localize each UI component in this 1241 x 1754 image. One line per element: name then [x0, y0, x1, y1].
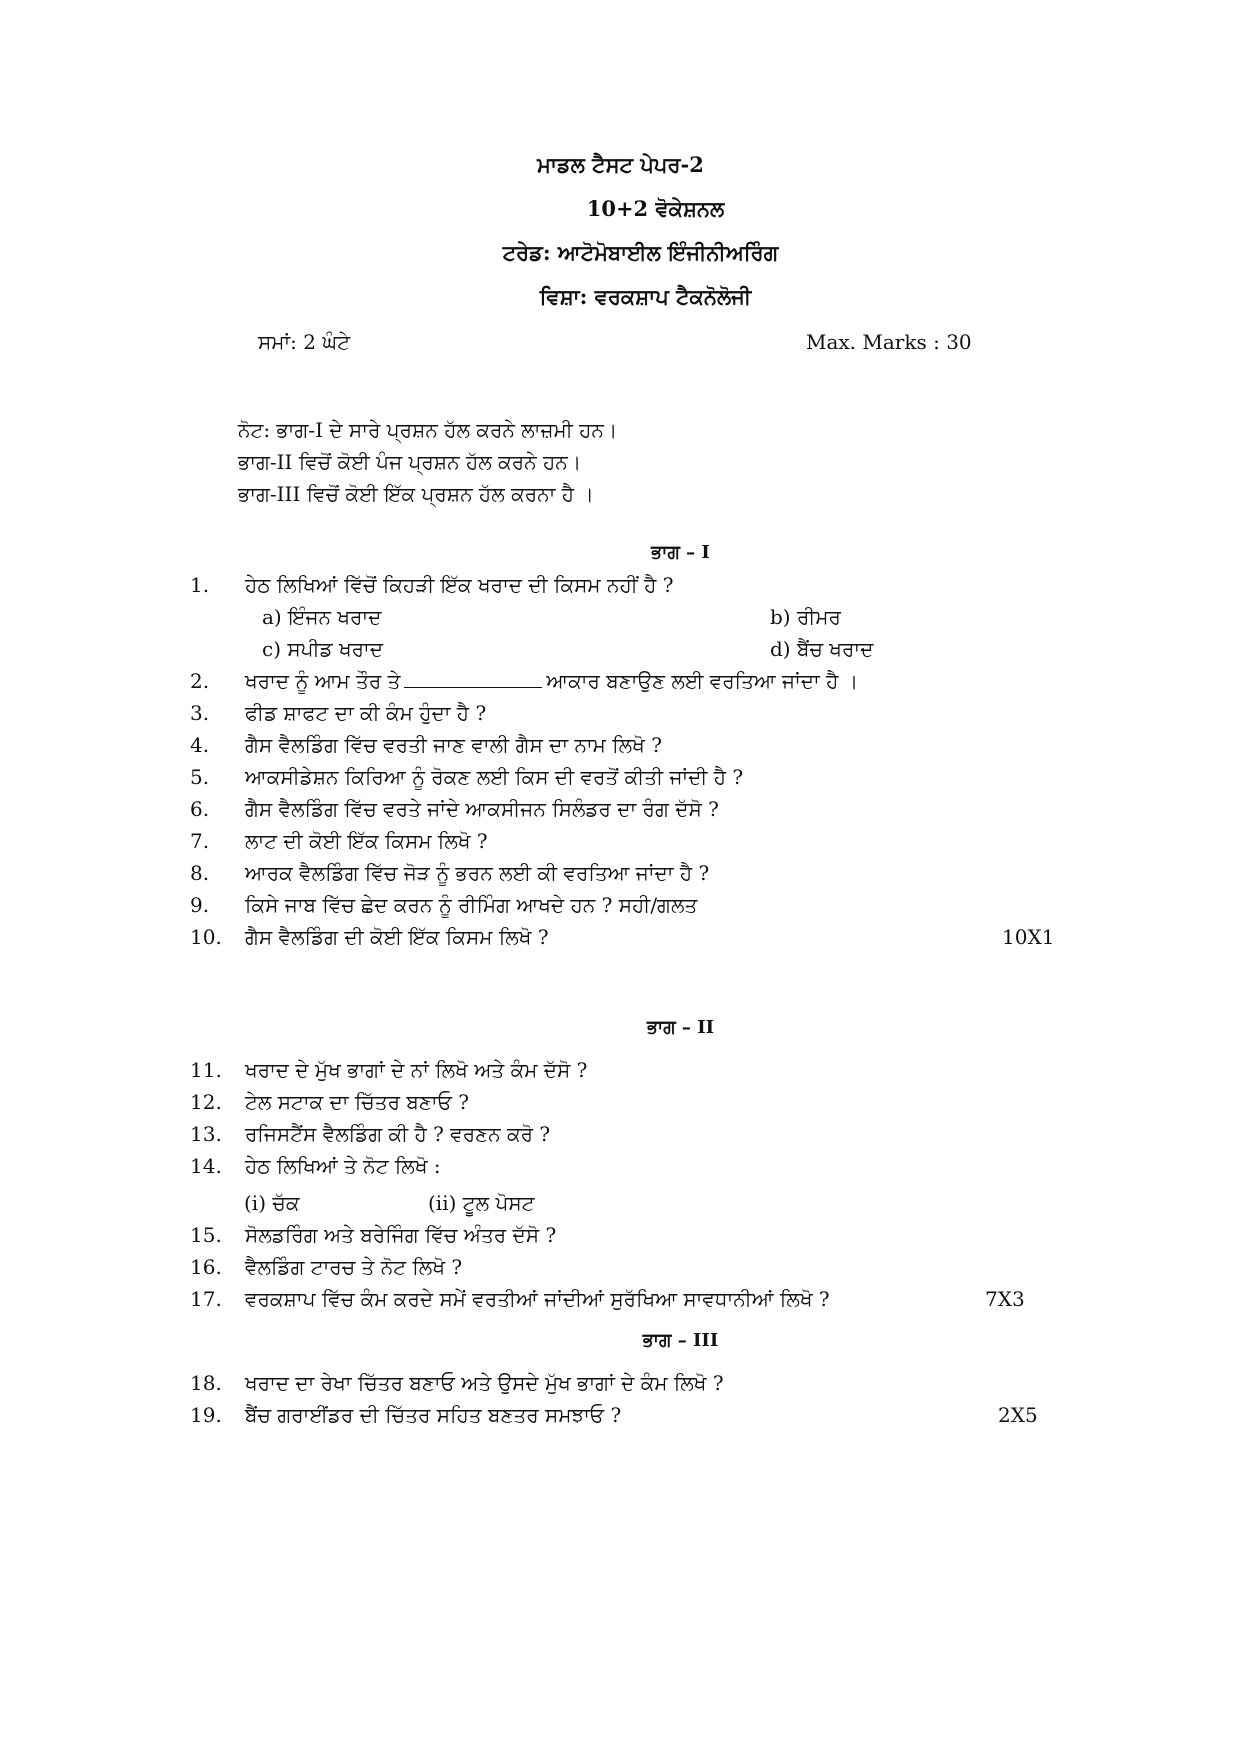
- question-number: 7.: [190, 829, 210, 853]
- question-number: 12.: [190, 1090, 222, 1114]
- question-number: 13.: [190, 1122, 222, 1146]
- question-text: ਲਾਟ ਦੀ ਕੋਈ ਇੱਕ ਕਿਸਮ ਲਿਖੋ ?: [245, 829, 488, 853]
- question-number: 4.: [190, 733, 210, 757]
- question-12: [190, 1090, 1050, 1120]
- question-number: 2.: [190, 669, 210, 693]
- q14-option-2: (ii) ਟੂਲ ਪੋਸਟ: [428, 1191, 535, 1215]
- section-heading-part-3: ਭਾਗ – III: [642, 1330, 719, 1351]
- question-17: [190, 1287, 1050, 1317]
- question-text: ਸੋਲਡਰਿੰਗ ਅਤੇ ਬਰੇਜਿੰਗ ਵਿੱਚ ਅੰਤਰ ਦੱਸੋ ?: [245, 1223, 557, 1247]
- question-7: [190, 829, 1050, 859]
- option-b: b) ਰੀਮਰ: [770, 605, 841, 629]
- question-number: 15.: [190, 1223, 222, 1247]
- question-number: 17.: [190, 1287, 222, 1311]
- question-number: 5.: [190, 765, 210, 789]
- question-text: ਗੈਸ ਵੈਲਡਿੰਗ ਦੀ ਕੋਈ ਇੱਕ ਕਿਸਮ ਲਿਖੋ ?: [245, 925, 549, 949]
- question-5: [190, 765, 1050, 795]
- question-4: [190, 733, 1050, 763]
- question-text: ਖਰਾਦ ਦਾ ਰੇਖਾ ਚਿੱਤਰ ਬਣਾਓ ਅਤੇ ਉਸਦੇ ਮੁੱਖ ਭਾਗਾਂ ਦੇ ਕੰਮ ਲਿਖੋ ?: [245, 1371, 724, 1395]
- question-19: [190, 1403, 1050, 1433]
- question-2: [190, 669, 1050, 699]
- question-8: [190, 861, 1050, 891]
- note-line-2: ਭਾਗ-II ਵਿਚੋਂ ਕੋਈ ਪੰਜ ਪ੍ਰਸ਼ਨ ਹੱਲ ਕਰਨੇ ਹਨ।: [238, 450, 582, 474]
- note-line-1: ਨੋਟ: ਭਾਗ-I ਦੇ ਸਾਰੇ ਪ੍ਰਸ਼ਨ ਹੱਲ ਕਰਨੇ ਲਾਜ਼ਮੀ ਹਨ।: [238, 418, 618, 442]
- question-text: ਟੇਲ ਸਟਾਕ ਦਾ ਚਿੱਤਰ ਬਣਾਓ ?: [245, 1090, 469, 1114]
- note-line-3: ਭਾਗ-III ਵਿਚੋਂ ਕੋਈ ਇੱਕ ਪ੍ਰਸ਼ਨ ਹੱਲ ਕਰਨਾ ਹੈ ।: [238, 482, 594, 506]
- option-c: c) ਸਪੀਡ ਖਰਾਦ: [262, 637, 383, 661]
- question-number: 6.: [190, 797, 210, 821]
- question-14: [190, 1154, 1050, 1184]
- question-15: [190, 1223, 1050, 1253]
- question-number: 3.: [190, 701, 210, 725]
- question-3: [190, 701, 1050, 731]
- question-18: [190, 1371, 1050, 1401]
- time-allowed: ਸਮਾਂ: 2 ਘੰਟੇ: [258, 330, 351, 354]
- question-9: [190, 893, 1050, 923]
- question-text: ਗੈਸ ਵੈਲਡਿੰਗ ਵਿੱਚ ਵਰਤੀ ਜਾਣ ਵਾਲੀ ਗੈਸ ਦਾ ਨਾਮ ਲਿਖੋ ?: [245, 733, 662, 757]
- question-text: ਵੈਲਡਿੰਗ ਟਾਰਚ ਤੇ ਨੋਟ ਲਿਖੋ ?: [245, 1255, 463, 1279]
- question-text: ਹੇਠ ਲਿਖਿਆਂ ਤੇ ਨੋਟ ਲਿਖੋ :: [245, 1154, 441, 1178]
- question-11: [190, 1058, 1050, 1088]
- option-d: d) ਬੈਂਚ ਖਰਾਦ: [770, 637, 874, 661]
- question-13: [190, 1122, 1050, 1152]
- question-10: [190, 925, 1050, 955]
- question-text: ਵਰਕਸ਼ਾਪ ਵਿੱਚ ਕੰਮ ਕਰਦੇ ਸਮੇਂ ਵਰਤੀਆਂ ਜਾਂਦੀਆਂ ਸੁਰੱਖਿਆ ਸਾਵਧਾਨੀਆਂ ਲਿਖੋ ?: [245, 1287, 830, 1311]
- question-number: 16.: [190, 1255, 222, 1279]
- question-text: ਆਕਸੀਡੇਸ਼ਨ ਕਿਰਿਆ ਨੂੰ ਰੋਕਣ ਲਈ ਕਿਸ ਦੀ ਵਰਤੋਂ ਕੀਤੀ ਜਾਂਦੀ ਹੈ ?: [245, 765, 744, 789]
- trade-line: ਟਰੇਡ: ਆਟੋਮੋਬਾਈਲ ਇੰਜੀਨੀਅਰਿੰਗ: [502, 240, 779, 265]
- part-3-marks: 2X5: [998, 1403, 1038, 1427]
- question-text: ਕਿਸੇ ਜਾਬ ਵਿੱਚ ਛੇਦ ਕਰਨ ਨੂੰ ਰੀਮਿੰਗ ਆਖਦੇ ਹਨ ? ਸਹੀ/ਗਲਤ: [245, 893, 698, 917]
- question-number: 1.: [190, 573, 210, 597]
- question-number: 18.: [190, 1371, 222, 1395]
- max-marks: Max. Marks : 30: [806, 330, 972, 354]
- question-text-before-blank: ਖਰਾਦ ਨੂੰ ਆਮ ਤੌਰ ਤੇ: [245, 669, 401, 693]
- question-text: ਗੈਸ ਵੈਲਡਿੰਗ ਵਿੱਚ ਵਰਤੇ ਜਾਂਦੇ ਆਕਸੀਜਨ ਸਿਲੰਡਰ ਦਾ ਰੰਗ ਦੱਸੋ ?: [245, 797, 719, 821]
- class-level: 10+2 ਵੋਕੇਸ਼ਨਲ: [586, 196, 725, 221]
- question-6: [190, 797, 1050, 827]
- question-1: [190, 573, 1050, 603]
- section-heading-part-1: ਭਾਗ – I: [651, 542, 710, 563]
- q14-option-1: (i) ਚੱਕ: [244, 1191, 300, 1215]
- question-number: 11.: [190, 1058, 222, 1082]
- option-a: a) ਇੰਜਨ ਖਰਾਦ: [262, 605, 382, 629]
- question-number: 14.: [190, 1154, 222, 1178]
- part-1-marks: 10X1: [1002, 925, 1055, 949]
- section-heading-part-2: ਭਾਗ – II: [646, 1017, 715, 1038]
- question-text: [245, 669, 858, 693]
- question-number: 10.: [190, 925, 222, 949]
- subject-line: ਵਿਸ਼ਾ: ਵਰਕਸ਼ਾਪ ਟੈਕਨੋਲੋਜੀ: [539, 284, 752, 309]
- question-text-after-blank: ਆਕਾਰ ਬਣਾਉਣ ਲਈ ਵਰਤਿਆ ਜਾਂਦਾ ਹੈ ।: [546, 669, 859, 693]
- part-2-marks: 7X3: [985, 1287, 1025, 1311]
- question-number: 19.: [190, 1403, 222, 1427]
- question-text: ਬੈਂਚ ਗਰਾਈਂਡਰ ਦੀ ਚਿੱਤਰ ਸਹਿਤ ਬਣਤਰ ਸਮਝਾਓ ?: [245, 1403, 622, 1427]
- question-text: ਖਰਾਦ ਦੇ ਮੁੱਖ ਭਾਗਾਂ ਦੇ ਨਾਂ ਲਿਖੋ ਅਤੇ ਕੰਮ ਦੱਸੋ ?: [245, 1058, 588, 1082]
- paper-title: ਮਾਡਲ ਟੈਸਟ ਪੇਪਰ-2: [537, 152, 704, 177]
- question-text: ਫੀਡ ਸ਼ਾਫਟ ਦਾ ਕੀ ਕੰਮ ਹੁੰਦਾ ਹੈ ?: [245, 701, 487, 725]
- question-16: [190, 1255, 1050, 1285]
- question-text: ਹੇਠ ਲਿਖਿਆਂ ਵਿੱਚੋਂ ਕਿਹੜੀ ਇੱਕ ਖਰਾਦ ਦੀ ਕਿਸਮ ਨਹੀਂ ਹੈ ?: [245, 573, 674, 597]
- question-number: 9.: [190, 893, 210, 917]
- fill-in-blank: [404, 687, 542, 688]
- question-number: 8.: [190, 861, 210, 885]
- question-text: ਆਰਕ ਵੈਲਡਿੰਗ ਵਿੱਚ ਜੋੜ ਨੂੰ ਭਰਨ ਲਈ ਕੀ ਵਰਤਿਆ ਜਾਂਦਾ ਹੈ ?: [245, 861, 710, 885]
- question-text: ਰਜਿਸਟੈਂਸ ਵੈਲਡਿੰਗ ਕੀ ਹੈ ? ਵਰਣਨ ਕਰੋ ?: [245, 1122, 551, 1146]
